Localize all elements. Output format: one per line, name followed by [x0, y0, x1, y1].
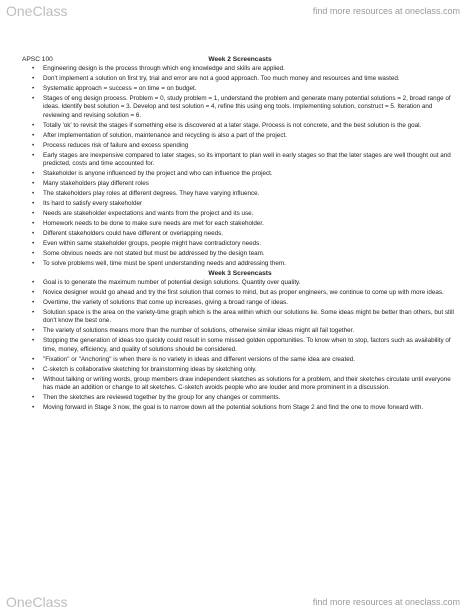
week2-bullet-list	[22, 65, 458, 269]
bullet-text: Goal is to generate the maximum number of potential design solutions. Quantity over quality.	[43, 278, 301, 286]
bullet-item	[32, 394, 458, 402]
bullet-item	[32, 309, 458, 326]
bullet-item	[32, 95, 458, 120]
bullet-dot: •	[32, 210, 35, 218]
bullet-dot: •	[32, 190, 35, 198]
bullet-dot: •	[32, 278, 35, 286]
bullet-item	[32, 75, 458, 83]
bullet-item	[32, 180, 458, 188]
bullet-text: Stakeholder is anyone influenced by the project and who can influence the project.	[43, 170, 273, 178]
bullet-text: "Fixation" or "Anchoring" is when there is no variety in ideas and different versions of the same idea are created.	[43, 355, 355, 363]
oneclass-logo[interactable]: OneClass	[6, 3, 68, 19]
bullet-dot: •	[32, 65, 35, 72]
bullet-text: Novice designer would go ahead and try the first solution that comes to mind, but as proper engineers, we continue to come up with more ideas.	[43, 288, 444, 296]
bullet-text: Different stakeholders could have different or overlapping needs.	[43, 230, 224, 238]
bullet-item	[32, 299, 458, 307]
bullet-dot: •	[32, 393, 35, 401]
bullet-text: Even within same stakeholder groups, people might have contradictory needs.	[43, 240, 262, 248]
bullet-text: Systematic approach = success = on time = on budget.	[43, 85, 197, 92]
document-body	[22, 56, 458, 414]
bullet-dot: •	[32, 337, 35, 345]
bullet-item	[32, 337, 458, 354]
bullet-text: Its hard to satisfy every stakeholder	[43, 200, 143, 208]
top-bar	[0, 0, 474, 22]
bottom-bar	[0, 591, 474, 613]
bullet-item	[32, 210, 458, 218]
bullet-text: Engineering design is the process through which eng knowledge and skills are applied.	[43, 65, 285, 72]
bullet-dot: •	[32, 375, 35, 383]
bullet-item	[32, 279, 458, 287]
bullet-dot: •	[32, 250, 35, 258]
bullet-text: Process reduces risk of failure and excess spending	[43, 141, 189, 149]
bullet-dot: •	[32, 200, 35, 208]
bullet-text: Homework needs to be done to make sure needs are met for each stakeholder.	[43, 220, 264, 228]
bullet-dot: •	[32, 355, 35, 363]
week2-title: Week 2 Screencasts	[208, 56, 272, 63]
bullet-text: Overtime, the variety of solutions that come up increases, giving a broad range of ideas.	[43, 298, 289, 306]
bullet-item	[32, 240, 458, 248]
bullet-item	[32, 200, 458, 208]
bullet-dot: •	[32, 365, 35, 373]
bullet-item	[32, 142, 458, 150]
bullet-text: C-sketch is collaborative sketching for brainstorming ideas by sketching only.	[43, 365, 257, 373]
bullet-item	[32, 404, 458, 412]
bullet-dot: •	[32, 298, 35, 306]
bullet-dot: •	[32, 75, 35, 82]
bullet-dot: •	[32, 327, 35, 335]
bullet-item	[32, 132, 458, 140]
bullet-dot: •	[32, 260, 35, 268]
course-code: APSC 100	[22, 56, 53, 63]
bullet-item	[32, 289, 458, 297]
bullet-item	[32, 230, 458, 238]
resources-link-footer[interactable]: find more resources at oneclass.com	[312, 597, 460, 607]
bullet-item	[32, 220, 458, 228]
document-header	[22, 56, 458, 65]
bullet-text: Stopping the generation of ideas too quickly could result in some missed golden opportunities. To know when to stop, factors such as availability of time, money, efficiency, and quality of solutions should be considered.	[43, 337, 451, 353]
bullet-text: Needs are stakeholder expectations and wants from the project and its use.	[43, 210, 254, 218]
bullet-dot: •	[32, 220, 35, 228]
bullet-text: Without talking or writing words, group members draw independent sketches as solutions for a problem, and their sketches circulate until everyone has made an addition or change to all sketches. C-sketch avoids people who are louder and more prominent in a discussion.	[43, 375, 451, 391]
bullet-text: Moving forward in Stage 3 now, the goal is to narrow down all the potential solutions from Stage 2 and find the one to move forward with.	[43, 403, 424, 411]
bullet-text: Stages of eng design process. Problem = 0, study problem = 1, understand the problem and generate many potential solutions = 2, broad range of ideas. Identify best solution = 3. Develop and test solution = 4, refine this using eng tools. Implementing solution, construct = 5. Iteration and reviewing and revising solution = 6.	[43, 95, 451, 119]
bullet-dot: •	[32, 121, 35, 129]
bullet-item	[32, 152, 458, 169]
bullet-text: The stakeholders play roles at different degrees. They have varying influence.	[43, 190, 260, 198]
bullet-item	[32, 122, 458, 130]
bullet-item	[32, 85, 458, 93]
bullet-text: After implementation of solution, maintenance and recycling is also a part of the project.	[43, 131, 287, 139]
bullet-text: Early stages are inexpensive compared to later stages, so its important to plan well in early stages so that the later stages are well thought out and predicted, costs and time accounted for.	[43, 151, 451, 168]
resources-link[interactable]: find more resources at oneclass.com	[312, 6, 460, 16]
bullet-dot: •	[32, 170, 35, 178]
week3-title: Week 3 Screencasts	[208, 270, 272, 278]
bullet-dot: •	[32, 95, 35, 102]
bullet-text: Many stakeholders play different roles	[43, 180, 149, 188]
bullet-item	[32, 190, 458, 198]
bullet-dot: •	[32, 85, 35, 92]
bullet-text: Then the sketches are reviewed together by the group for any changes or comments.	[43, 393, 281, 401]
oneclass-logo-footer[interactable]: OneClass	[6, 594, 68, 610]
bullet-item	[32, 356, 458, 364]
bullet-dot: •	[32, 151, 35, 159]
bullet-text: Totally 'ok' to revisit the stages if something else is discovered at a later stage. Process is not concrete, and the best solution is the goal.	[43, 121, 422, 129]
bullet-item	[32, 327, 458, 335]
bullet-dot: •	[32, 308, 35, 316]
bullet-dot: •	[32, 403, 35, 411]
bullet-item	[32, 376, 458, 393]
bullet-item	[32, 366, 458, 374]
bullet-text: Don't implement a solution on first try, trial and error are not a good approach. Too much money and resources and time wasted.	[43, 75, 400, 82]
bullet-item	[32, 65, 458, 73]
bullet-dot: •	[32, 141, 35, 149]
bullet-dot: •	[32, 131, 35, 139]
bullet-text: To solve problems well, time must be spent understanding needs and addressing them.	[43, 260, 286, 268]
week3-bullet-list	[22, 279, 458, 413]
bullet-item	[32, 260, 458, 268]
bullet-item	[32, 250, 458, 258]
bullet-text: Some obvious needs are not stated but must be addressed by the design team.	[43, 250, 265, 258]
bullet-item	[32, 170, 458, 178]
bullet-dot: •	[32, 240, 35, 248]
bullet-dot: •	[32, 180, 35, 188]
bullet-text: The variety of solutions means more than the number of solutions, otherwise similar ideas might all fail together.	[43, 327, 355, 335]
bullet-text: Solution space is the area on the variety-time graph which is the area within which our solutions lie. Some ideas might be better than others, but still don't know the best one.	[43, 308, 454, 325]
bullet-dot: •	[32, 230, 35, 238]
bullet-dot: •	[32, 288, 35, 296]
